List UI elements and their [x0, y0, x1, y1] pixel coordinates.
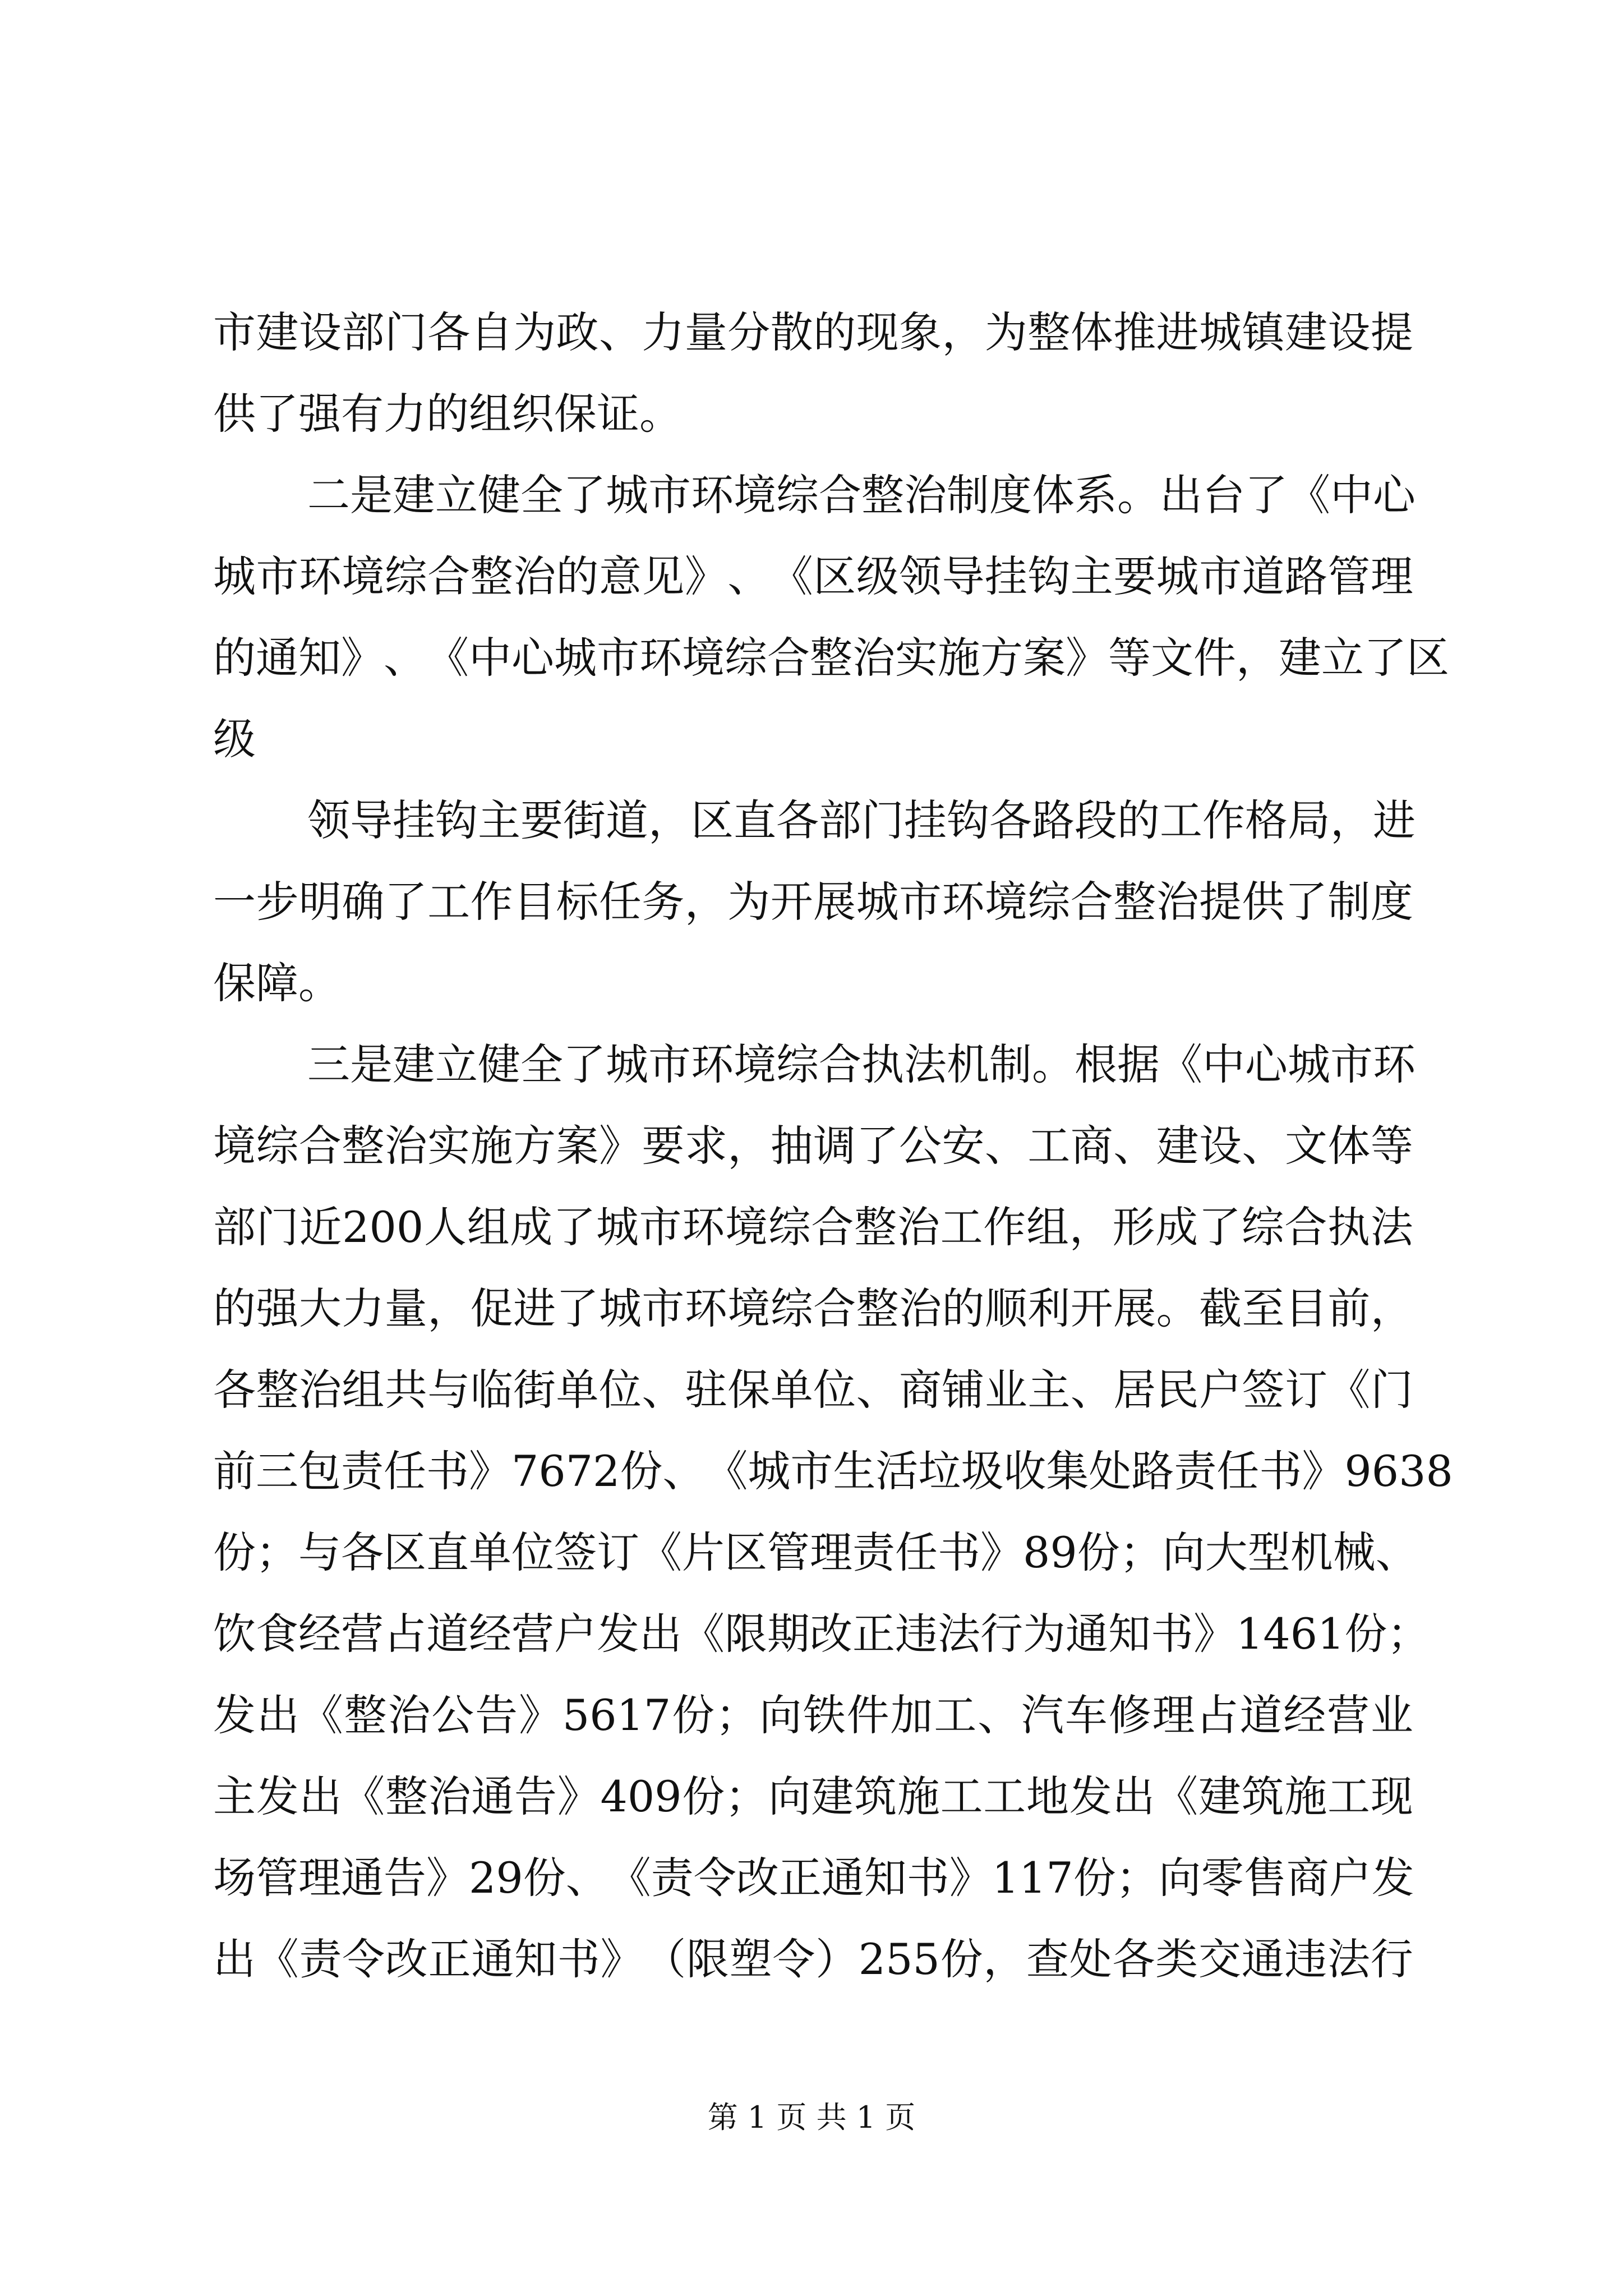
text-line: 领 导 挂 钩 主 要 街 道 ， 区 直 各 部 门 挂 钩 各 路 段 的 工 作 格 局 ， 进: [307, 795, 1415, 845]
text-line: 发 出 《 整 治 公 告 》 5617 份 ； 向 铁 件 加 工 、 汽 车 修 理 占 道 经 营 业: [213, 1690, 1413, 1740]
text-line: 城 市 环 境 综 合 整 治 的 意 见 》 、 《 区 级 领 导 挂 钩 主 要 城 市 道 路 管 理: [213, 551, 1413, 601]
text-line: 市 建 设 部 门 各 自 为 政 、 力 量 分 散 的 现 象 ， 为 整 体 推 进 城 镇 建 设 提: [213, 307, 1413, 357]
text-line: 各 整 治 组 共 与 临 街 单 位 、 驻 保 单 位 、 商 铺 业 主 、 居 民 户 签 订 《 门: [213, 1365, 1413, 1415]
text-line: 场 管 理 通 告 》 29 份 、 《 责 令 改 正 通 知 书 》 117 份 ； 向 零 售 商 户 发: [213, 1853, 1414, 1903]
text-line: 境 综 合 整 治 实 施 方 案 》 要 求 ， 抽 调 了 公 安 、 工 商 、 建 设 、 文 体 等: [213, 1121, 1413, 1171]
text-line: 主 发 出 《 整 治 通 告 》 409 份 ； 向 建 筑 施 工 工 地 发 出 《 建 筑 施 工 现: [213, 1772, 1413, 1821]
text-line: 三 是 建 立 健 全 了 城 市 环 境 综 合 执 法 机 制 。 根 据 《 中 心 城 市 环: [307, 1039, 1415, 1089]
document-body: [213, 292, 1453, 2000]
text-line: 保 障 。: [213, 958, 341, 1008]
text-line: 前 三 包 责 任 书 》 7672 份 、 《 城 市 生 活 垃 圾 收 集 处 路 责 任 书 》 9638: [213, 1446, 1453, 1496]
text-line: 的 强 大 力 量 ， 促 进 了 城 市 环 境 综 合 整 治 的 顺 利 开 展 。 截 至 目 前 ，: [213, 1283, 1413, 1333]
page-number-footer: 第 1 页 共 1 页: [707, 2100, 916, 2135]
text-line: 的 通 知 》 、 《 中 心 城 市 环 境 综 合 整 治 实 施 方 案 》 等 文 件 ， 建 立 了 区: [213, 633, 1449, 683]
text-line: 级: [213, 714, 256, 764]
text-line: 出 《 责 令 改 正 通 知 书 》 （ 限 塑 令 ） 255 份 ， 查 处 各 类 交 通 违 法 行: [213, 1934, 1413, 1984]
text-line: 部 门 近 200 人 组 成 了 城 市 环 境 综 合 整 治 工 作 组 ， 形 成 了 综 合 执 法: [213, 1202, 1413, 1252]
text-line: 二 是 建 立 健 全 了 城 市 环 境 综 合 整 治 制 度 体 系 。 出 台 了 《 中 心: [307, 470, 1415, 520]
text-line: 一 步 明 确 了 工 作 目 标 任 务 ， 为 开 展 城 市 环 境 综 合 整 治 提 供 了 制 度: [213, 877, 1413, 927]
text-line: 供 了 强 有 力 的 组 织 保 证 。: [213, 389, 682, 439]
text-line: 饮 食 经 营 占 道 经 营 户 发 出 《 限 期 改 正 违 法 行 为 通 知 书 》 1461 份 ；: [213, 1609, 1430, 1659]
text-line: 份 ； 与 各 区 直 单 位 签 订 《 片 区 管 理 责 任 书 》 89 份 ； 向 大 型 机 械 、: [213, 1527, 1418, 1577]
